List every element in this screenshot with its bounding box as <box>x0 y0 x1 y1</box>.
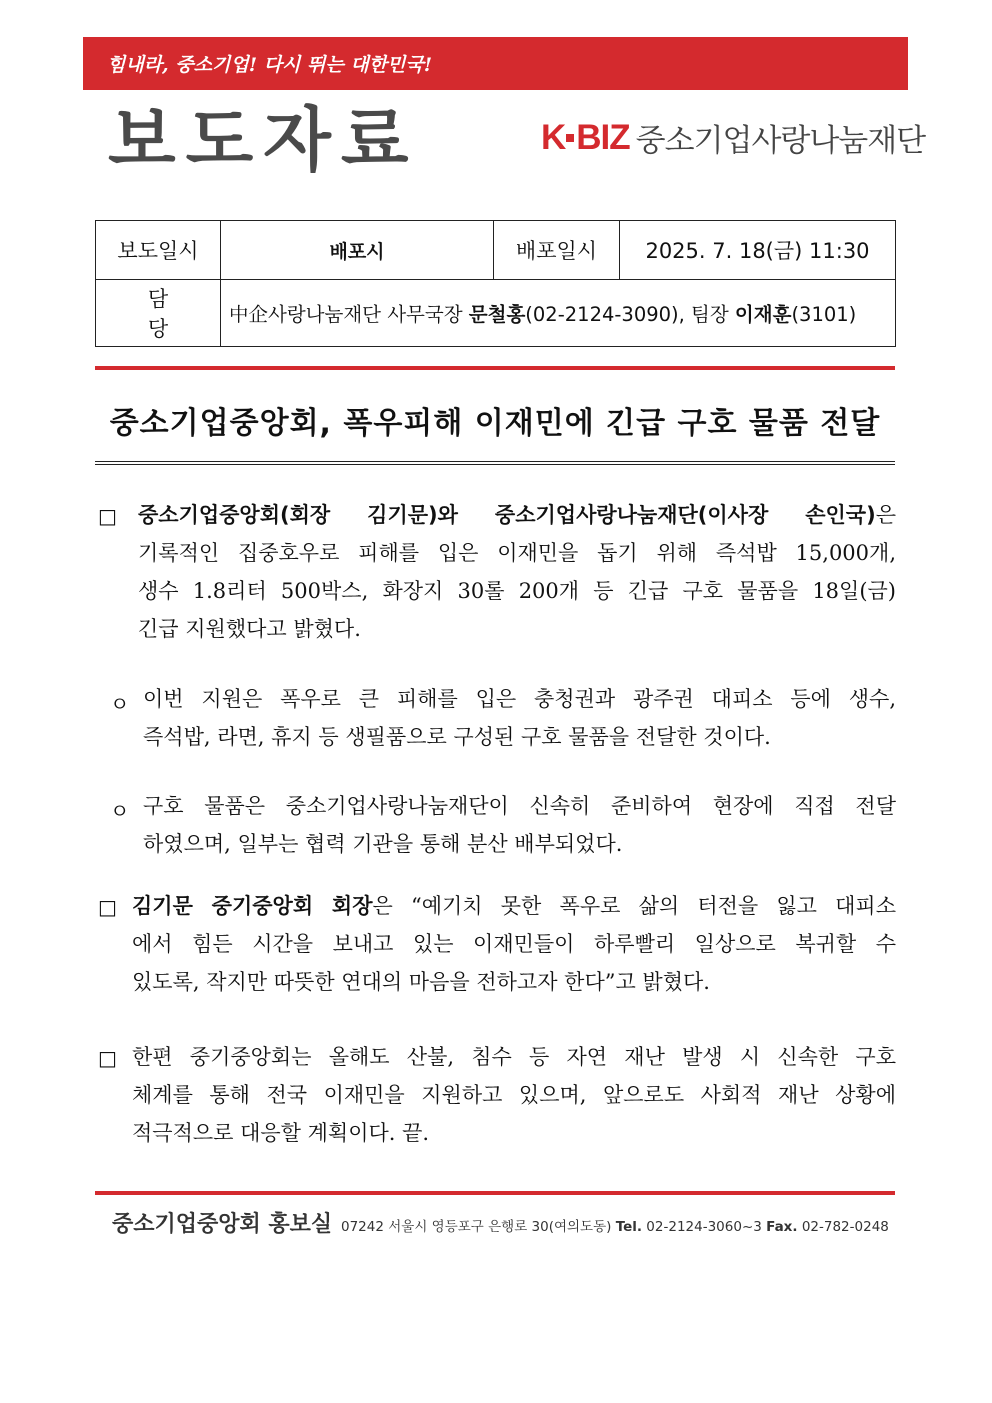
contact-name-1: 문철홍 <box>468 303 526 326</box>
circle-bullet: ㅇ <box>110 799 130 823</box>
logo-dot-icon <box>566 134 574 142</box>
square-bullet: □ <box>98 504 117 528</box>
footer-org: 중소기업중앙회 홍보실 <box>112 1212 333 1237</box>
paragraph-5-line-1: 한편 중기중앙회는 올해도 산불, 침수 등 자연 재난 발생 시 신속한 구호 <box>132 1045 896 1069</box>
paragraph-4-line-2: 에서 힘든 시간을 보내고 있는 이재민들이 하루빨리 일상으로 복귀할 수 <box>132 932 896 956</box>
contact-role-2: 팀장 <box>691 303 735 326</box>
press-release-title: 보도자료 <box>108 99 419 181</box>
footer-tel-label: Tel. <box>615 1219 643 1235</box>
square-bullet: □ <box>98 895 117 919</box>
paragraph-1-line-2: 기록적인 집중호우로 피해를 입은 이재민을 돕기 위해 즉석밥 15,000개, <box>138 541 896 565</box>
paragraph-1-line-1 <box>138 496 896 534</box>
contact-phone-2: (3101) <box>791 303 857 326</box>
paragraph-5 <box>132 1038 896 1152</box>
contact-label: 담당 <box>96 280 221 347</box>
banner-slogan: 힘내라, 중소기업! 다시 뛰는 대한민국! <box>107 54 433 76</box>
distribution-label: 배포일시 <box>494 221 620 280</box>
paragraph-4 <box>132 887 896 1001</box>
contact-org: 中企사랑나눔재단 사무국장 <box>229 303 469 326</box>
distribution-value: 2025. 7. 18(금) 11:30 <box>620 221 896 280</box>
footer-fax: 02-782-0248 <box>797 1219 889 1235</box>
paragraph-1-line-3: 생수 1.8리터 500박스, 화장지 30롤 200개 등 긴급 구호 물품을 18일(금) <box>138 579 896 603</box>
paragraph-3 <box>143 787 896 863</box>
release-info-table <box>95 220 896 347</box>
footer-tel: 02-2124-3060~3 <box>642 1219 767 1235</box>
paragraph-4-line-1 <box>132 887 896 925</box>
paragraph-4-line-3: 있도록, 작지만 따뜻한 연대의 마음을 전하고자 한다”고 밝혔다. <box>132 970 710 994</box>
paragraph-3-line-1: 구호 물품은 중소기업사랑나눔재단이 신속히 준비하여 현장에 직접 전달 <box>143 794 896 818</box>
kbiz-logo <box>541 115 925 160</box>
footer-address: 07242 서울시 영등포구 은행로 30(여의도동) <box>341 1219 616 1235</box>
paragraph-2-line-2: 즉석밥, 라면, 휴지 등 생필품으로 구성된 구호 물품을 전달한 것이다. <box>143 725 771 749</box>
contact-value <box>221 280 896 347</box>
logo-org-name: 중소기업사랑나눔재단 <box>635 123 926 159</box>
logo-brand-biz: BIZ <box>576 117 630 157</box>
headline: 중소기업중앙회, 폭우피해 이재민에 긴급 구호 물품 전달 <box>109 406 881 441</box>
paragraph-2-line-1: 이번 지원은 폭우로 큰 피해를 입은 충청권과 광주권 대피소 등에 생수, <box>143 687 896 711</box>
paragraph-1-line-4: 긴급 지원했다고 밝혔다. <box>138 617 361 641</box>
contact-row <box>96 280 896 347</box>
paragraph-1-lead: 중소기업중앙회(회장 김기문)와 중소기업사랑나눔재단(이사장 손인국) <box>138 503 876 527</box>
paragraph-1 <box>138 496 896 648</box>
contact-name-2: 이재훈 <box>734 303 792 326</box>
slogan-banner <box>83 37 908 90</box>
logo-brand-k: K <box>541 117 566 157</box>
paragraph-5-line-3: 적극적으로 대응할 계획이다. 끝. <box>132 1121 430 1145</box>
circle-bullet: ㅇ <box>110 692 130 716</box>
headline-top-rule <box>95 366 895 370</box>
paragraph-4-lead: 김기문 중기중앙회 회장 <box>132 894 373 918</box>
paragraph-1-lead-tail: 은 <box>875 503 896 527</box>
footer-contact <box>341 1215 889 1235</box>
square-bullet: □ <box>98 1046 117 1070</box>
headline-bottom-rule <box>95 461 895 465</box>
footer-rule <box>95 1191 895 1195</box>
paragraph-4-lead-tail: 은 “예기치 못한 폭우로 삶의 터전을 잃고 대피소 <box>372 894 896 918</box>
paragraph-5-line-2: 체계를 통해 전국 이재민을 지원하고 있으며, 앞으로도 사회적 재난 상황에 <box>132 1083 896 1107</box>
paragraph-2 <box>143 680 896 756</box>
release-value: 배포시 <box>221 221 494 280</box>
contact-phone-1: (02-2124-3090), <box>525 303 692 326</box>
release-row <box>96 221 896 280</box>
paragraph-3-line-2: 하였으며, 일부는 협력 기관을 통해 분산 배부되었다. <box>143 832 623 856</box>
release-label: 보도일시 <box>96 221 221 280</box>
footer-fax-label: Fax. <box>766 1219 798 1235</box>
